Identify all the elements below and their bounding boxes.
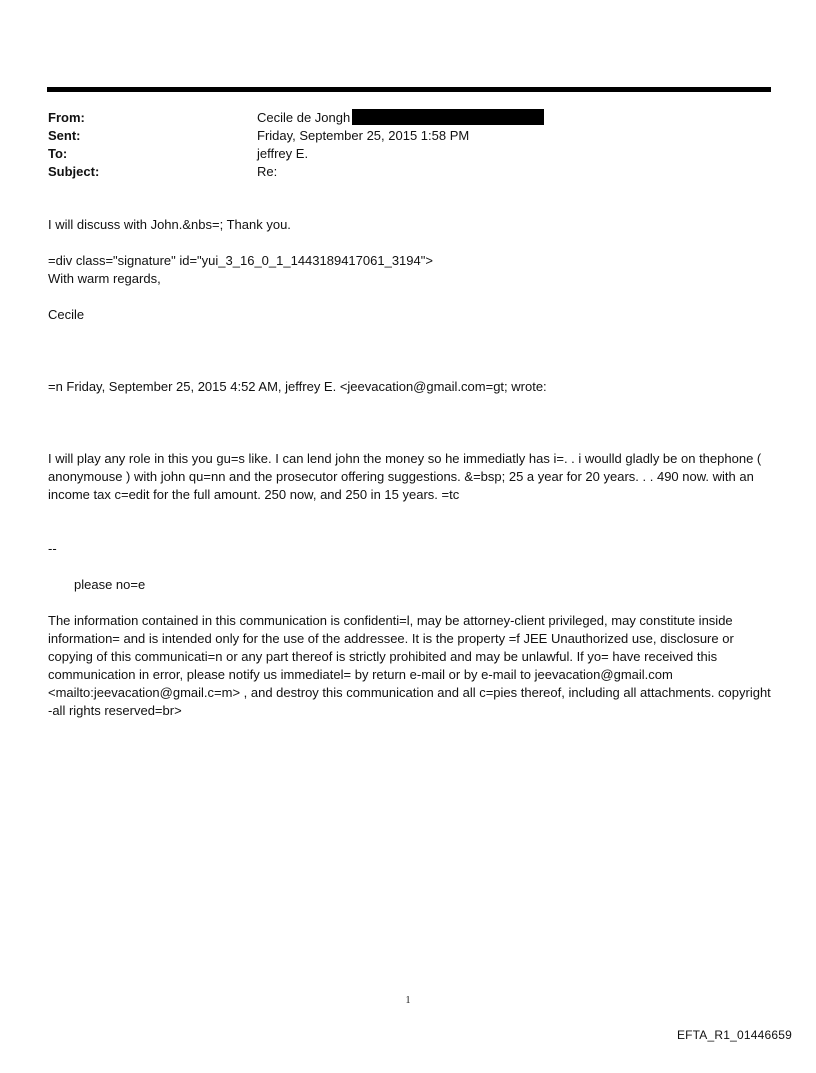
reply-line: I will discuss with John.&nbs=; Thank you. <box>48 217 291 232</box>
quoted-message: I will play any role in this you gu=s like. I can lend john the money so he immediatly has i=. . i woulld gladly be on thephone ( anonymouse ) with john qu=nn and the prosecutor offering suggestions. &=bsp; 25 a year for 20 years. . . 490 now. with an income tax c=edit for the full amount. 250 now, and 250 in 15 years. =tc <box>48 451 762 502</box>
redaction-bar <box>352 109 544 125</box>
to-label: To: <box>48 146 68 161</box>
page-number: 1 <box>405 995 411 1006</box>
header-row-to <box>48 145 768 163</box>
quote-header: =n Friday, September 25, 2015 4:52 AM, jeffrey E. <jeevacation@gmail.com=gt; wrote: <box>48 379 547 394</box>
sent-value: Friday, September 25, 2015 1:58 PM <box>257 128 470 143</box>
confidentiality-disclaimer: The information contained in this communication is confidenti=l, may be attorney-client privileged, may constitute inside information= and is intended only for the use of the addressee. It is the property =f JEE Unauthorized use, disclosure or copying of this communicati=n or any part thereof is strictly prohibited and may be unlawful. If yo= have received this communication in error, please notify us immediatel= by return e-mail or by e-mail to jeevacation@gmail.com <mailto:jeevacation@gmail.c=m> , and destroy this communication and all c=pies thereof, including all attachments. copyright -all rights reserved=br> <box>48 613 771 718</box>
email-header <box>48 109 768 181</box>
regards-line: With warm regards, <box>48 271 161 286</box>
sent-label: Sent: <box>48 128 81 143</box>
bates-number: EFTA_R1_01446659 <box>676 1028 792 1042</box>
separator-line: -- <box>48 541 57 556</box>
please-note-line: please no=e <box>74 577 146 592</box>
to-value: jeffrey E. <box>257 146 309 161</box>
header-row-from <box>48 109 768 127</box>
from-value: Cecile de Jongh <box>257 110 351 125</box>
subject-label: Subject: <box>48 164 100 179</box>
header-divider <box>47 87 771 92</box>
subject-value: Re: <box>257 164 278 179</box>
header-row-sent <box>48 127 768 145</box>
signature-name: Cecile <box>48 307 85 322</box>
signature-div-code: =div class="signature" id="yui_3_16_0_1_1443189417061_3194"> <box>48 253 433 268</box>
from-label: From: <box>48 110 85 125</box>
header-row-subject <box>48 163 768 181</box>
from-value-wrapper <box>257 109 544 127</box>
